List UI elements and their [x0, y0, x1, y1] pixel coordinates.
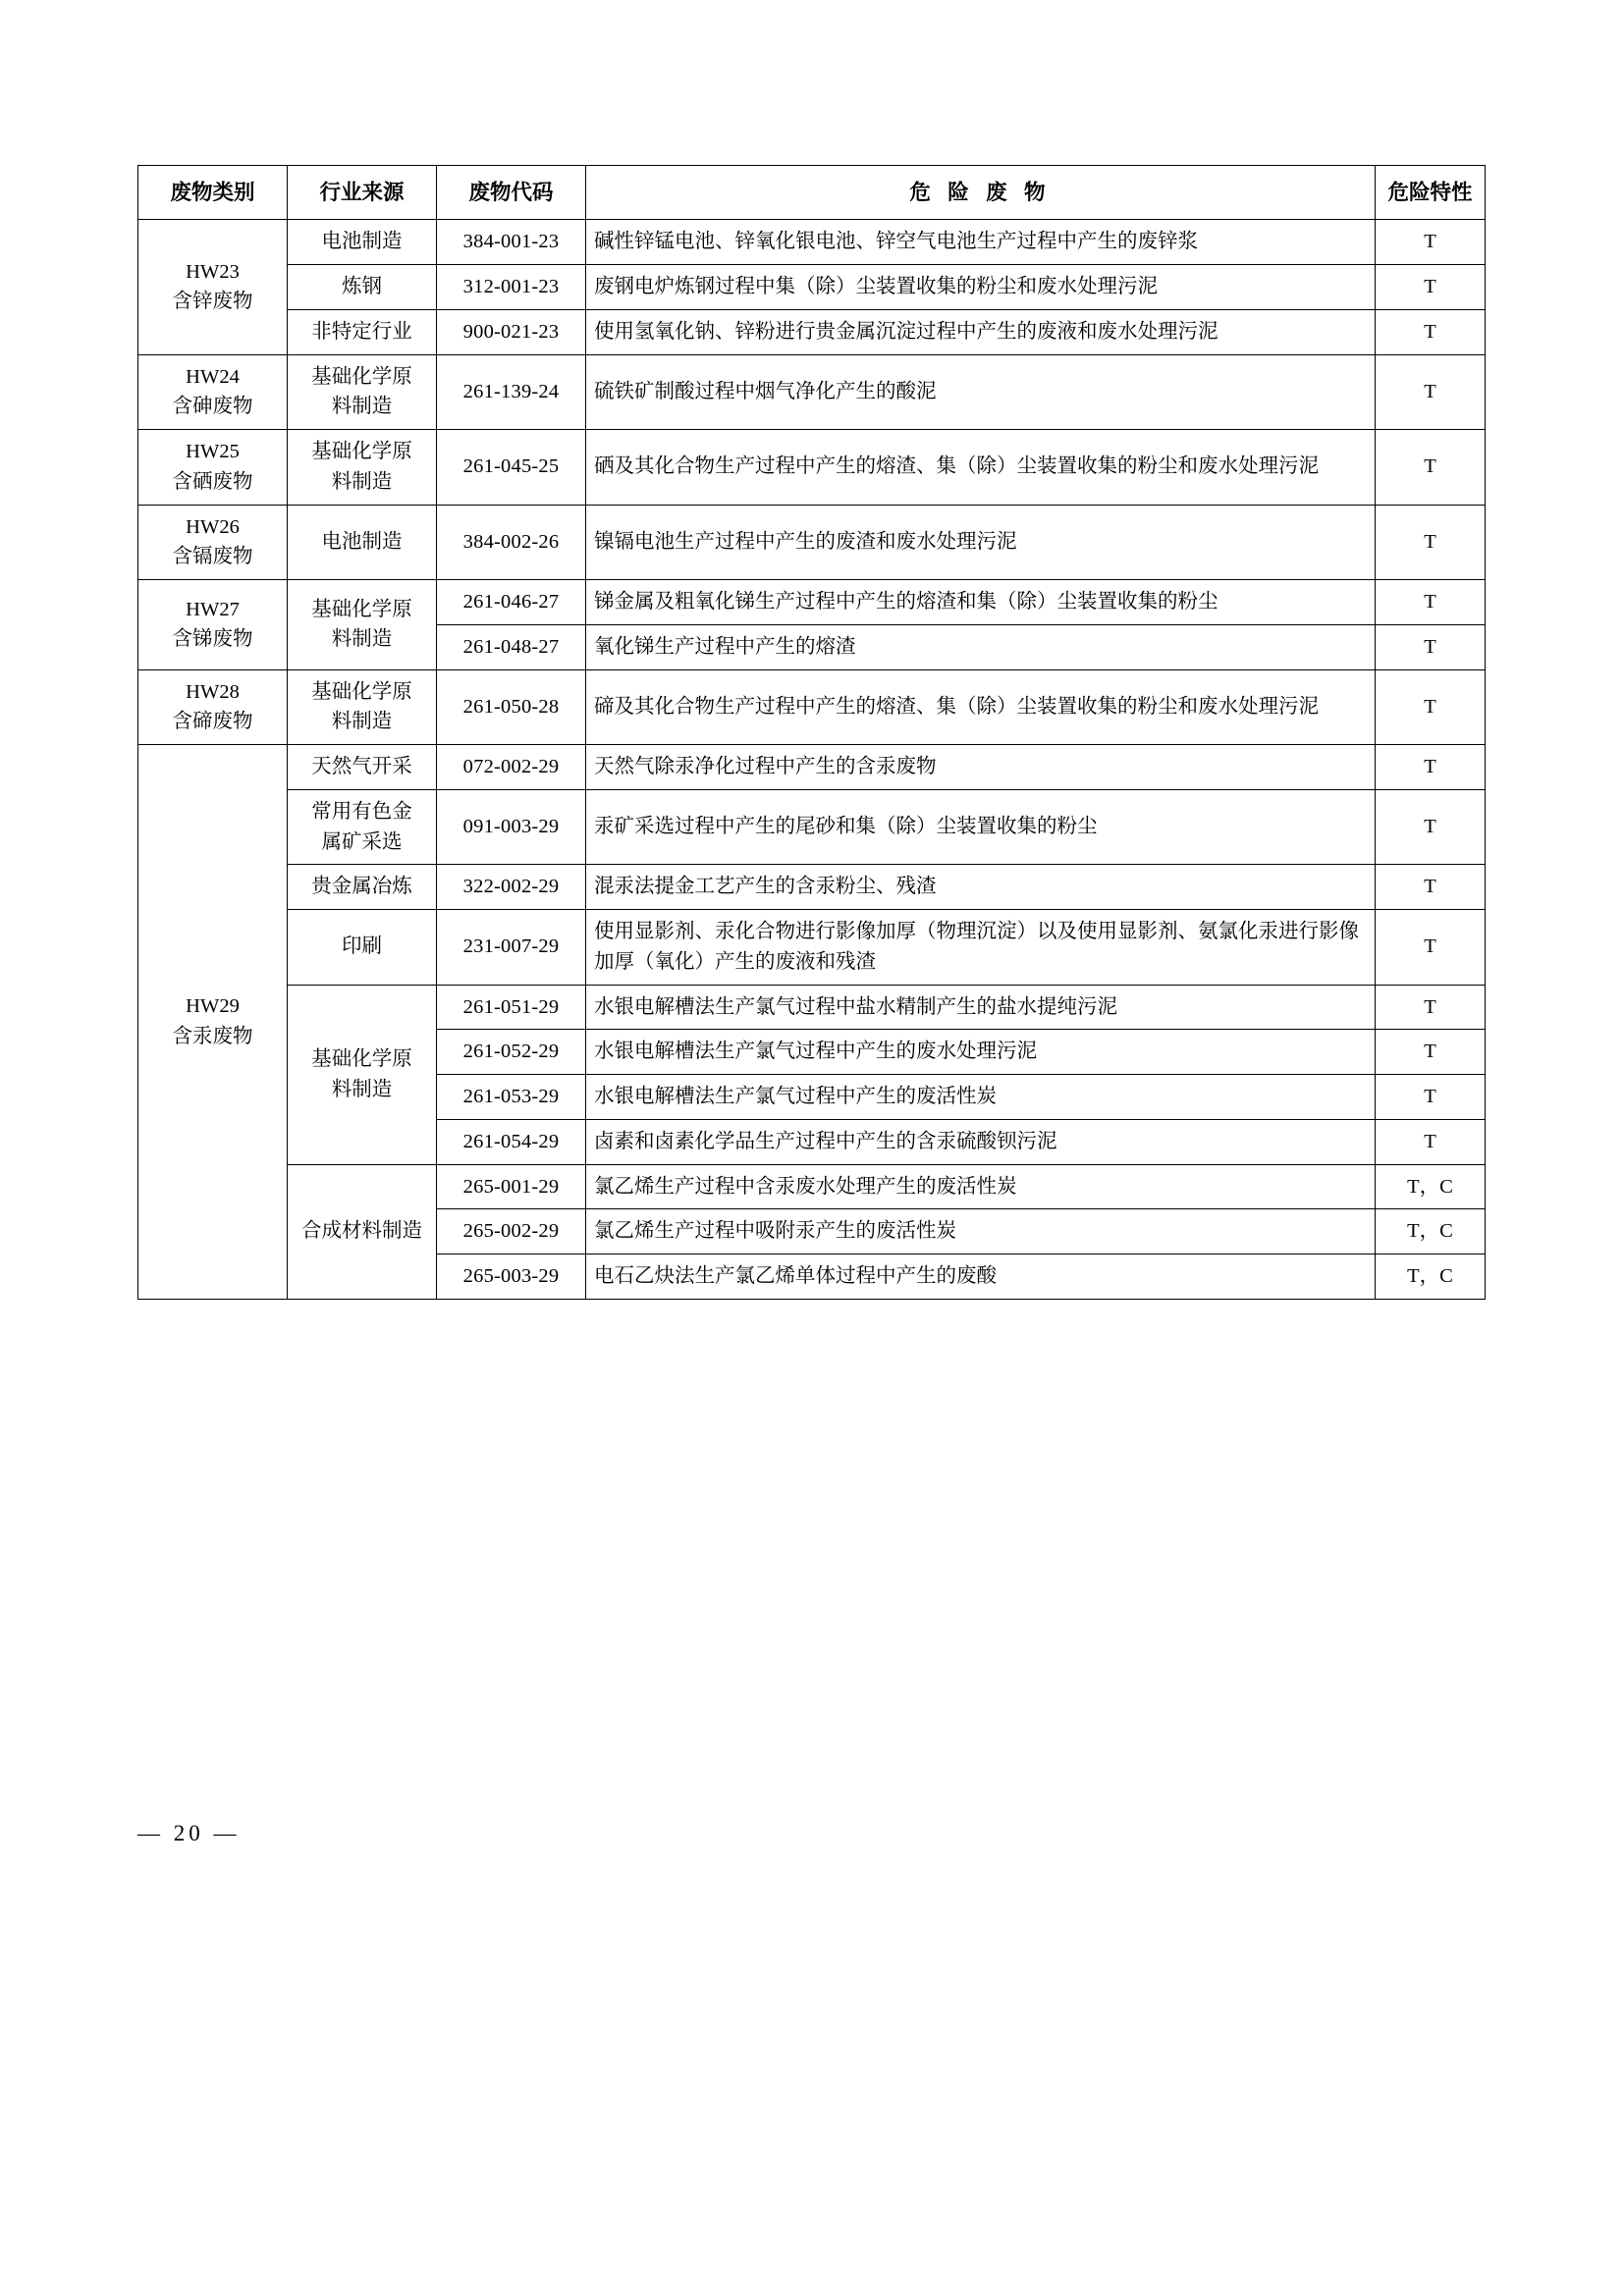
cell-waste-description: 废钢电炉炼钢过程中集（除）尘装置收集的粉尘和废水处理污泥: [586, 265, 1376, 310]
table-row: [138, 789, 1486, 865]
cell-waste-code: 261-054-29: [437, 1119, 586, 1164]
cell-category: HW25 含硒废物: [138, 430, 288, 506]
header-industry: 行业来源: [288, 166, 437, 220]
cell-industry: 基础化学原 料制造: [288, 580, 437, 670]
cell-waste-code: 261-053-29: [437, 1075, 586, 1120]
cell-waste-code: 312-001-23: [437, 265, 586, 310]
cell-waste-code: 261-139-24: [437, 354, 586, 430]
table-row: [138, 265, 1486, 310]
cell-hazard-property: T: [1376, 669, 1486, 745]
cell-waste-code: 265-001-29: [437, 1164, 586, 1209]
table-row: [138, 1164, 1486, 1209]
cell-hazard-property: T: [1376, 1119, 1486, 1164]
cell-waste-description: 电石乙炔法生产氯乙烯单体过程中产生的废酸: [586, 1255, 1376, 1300]
cell-waste-code: 261-050-28: [437, 669, 586, 745]
page-number: — 20 —: [137, 1821, 241, 1845]
cell-waste-description: 碲及其化合物生产过程中产生的熔渣、集（除）尘装置收集的粉尘和废水处理污泥: [586, 669, 1376, 745]
cell-waste-description: 混汞法提金工艺产生的含汞粉尘、残渣: [586, 865, 1376, 910]
cell-industry: 常用有色金 属矿采选: [288, 789, 437, 865]
cell-waste-code: 261-048-27: [437, 624, 586, 669]
cell-hazard-property: T: [1376, 865, 1486, 910]
table-row: [138, 430, 1486, 506]
cell-hazard-property: T，C: [1376, 1209, 1486, 1255]
cell-industry: 印刷: [288, 910, 437, 986]
cell-waste-description: 水银电解槽法生产氯气过程中盐水精制产生的盐水提纯污泥: [586, 985, 1376, 1030]
table-row: [138, 985, 1486, 1030]
header-waste: 危 险 废 物: [586, 166, 1376, 220]
cell-hazard-property: T，C: [1376, 1164, 1486, 1209]
cell-industry: 电池制造: [288, 220, 437, 265]
cell-category: HW26 含镉废物: [138, 505, 288, 580]
cell-hazard-property: T: [1376, 309, 1486, 354]
table-row: [138, 309, 1486, 354]
cell-category: HW28 含碲废物: [138, 669, 288, 745]
cell-waste-code: 265-002-29: [437, 1209, 586, 1255]
cell-waste-code: 261-045-25: [437, 430, 586, 506]
cell-industry: 基础化学原 料制造: [288, 669, 437, 745]
cell-hazard-property: T: [1376, 265, 1486, 310]
header-property: 危险特性: [1376, 166, 1486, 220]
header-code: 废物代码: [437, 166, 586, 220]
hazardous-waste-table: [137, 165, 1486, 1300]
cell-waste-code: 261-046-27: [437, 580, 586, 625]
table-row: [138, 669, 1486, 745]
cell-waste-code: 231-007-29: [437, 910, 586, 986]
table-header-row: [138, 166, 1486, 220]
cell-waste-code: 900-021-23: [437, 309, 586, 354]
cell-waste-description: 汞矿采选过程中产生的尾砂和集（除）尘装置收集的粉尘: [586, 789, 1376, 865]
cell-hazard-property: T: [1376, 624, 1486, 669]
cell-category: HW29 含汞废物: [138, 745, 288, 1300]
cell-hazard-property: T: [1376, 354, 1486, 430]
table-row: [138, 220, 1486, 265]
cell-waste-description: 水银电解槽法生产氯气过程中产生的废水处理污泥: [586, 1030, 1376, 1075]
cell-hazard-property: T: [1376, 1030, 1486, 1075]
cell-category: HW27 含锑废物: [138, 580, 288, 670]
cell-waste-description: 氧化锑生产过程中产生的熔渣: [586, 624, 1376, 669]
cell-industry: 非特定行业: [288, 309, 437, 354]
cell-waste-code: 261-051-29: [437, 985, 586, 1030]
table-row: [138, 505, 1486, 580]
cell-industry: 电池制造: [288, 505, 437, 580]
cell-waste-code: 265-003-29: [437, 1255, 586, 1300]
cell-waste-description: 氯乙烯生产过程中吸附汞产生的废活性炭: [586, 1209, 1376, 1255]
cell-hazard-property: T: [1376, 985, 1486, 1030]
cell-hazard-property: T: [1376, 430, 1486, 506]
table-row: [138, 580, 1486, 625]
cell-hazard-property: T: [1376, 789, 1486, 865]
cell-waste-description: 硒及其化合物生产过程中产生的熔渣、集（除）尘装置收集的粉尘和废水处理污泥: [586, 430, 1376, 506]
waste-table-container: [137, 165, 1485, 1300]
cell-hazard-property: T，C: [1376, 1255, 1486, 1300]
cell-industry: 贵金属冶炼: [288, 865, 437, 910]
cell-industry: 合成材料制造: [288, 1164, 437, 1299]
cell-hazard-property: T: [1376, 745, 1486, 790]
cell-waste-description: 硫铁矿制酸过程中烟气净化产生的酸泥: [586, 354, 1376, 430]
table-body: [138, 220, 1486, 1300]
cell-industry: 天然气开采: [288, 745, 437, 790]
cell-waste-code: 384-001-23: [437, 220, 586, 265]
table-row: [138, 910, 1486, 986]
cell-category: HW24 含砷废物: [138, 354, 288, 430]
cell-hazard-property: T: [1376, 910, 1486, 986]
cell-waste-description: 镍镉电池生产过程中产生的废渣和废水处理污泥: [586, 505, 1376, 580]
table-row: [138, 865, 1486, 910]
cell-industry: 炼钢: [288, 265, 437, 310]
cell-hazard-property: T: [1376, 505, 1486, 580]
cell-hazard-property: T: [1376, 580, 1486, 625]
table-row: [138, 354, 1486, 430]
cell-waste-code: 091-003-29: [437, 789, 586, 865]
cell-industry: 基础化学原 料制造: [288, 985, 437, 1164]
cell-waste-description: 水银电解槽法生产氯气过程中产生的废活性炭: [586, 1075, 1376, 1120]
cell-waste-description: 使用显影剂、汞化合物进行影像加厚（物理沉淀）以及使用显影剂、氨氯化汞进行影像加厚（氧化）产生的废液和残渣: [586, 910, 1376, 986]
table-header: [138, 166, 1486, 220]
cell-waste-description: 碱性锌锰电池、锌氧化银电池、锌空气电池生产过程中产生的废锌浆: [586, 220, 1376, 265]
cell-waste-description: 锑金属及粗氧化锑生产过程中产生的熔渣和集（除）尘装置收集的粉尘: [586, 580, 1376, 625]
header-category: 废物类别: [138, 166, 288, 220]
cell-waste-code: 072-002-29: [437, 745, 586, 790]
cell-waste-description: 氯乙烯生产过程中含汞废水处理产生的废活性炭: [586, 1164, 1376, 1209]
cell-waste-code: 322-002-29: [437, 865, 586, 910]
cell-hazard-property: T: [1376, 220, 1486, 265]
cell-waste-description: 使用氢氧化钠、锌粉进行贵金属沉淀过程中产生的废液和废水处理污泥: [586, 309, 1376, 354]
cell-industry: 基础化学原 料制造: [288, 354, 437, 430]
cell-waste-code: 384-002-26: [437, 505, 586, 580]
cell-waste-code: 261-052-29: [437, 1030, 586, 1075]
cell-hazard-property: T: [1376, 1075, 1486, 1120]
cell-waste-description: 卤素和卤素化学品生产过程中产生的含汞硫酸钡污泥: [586, 1119, 1376, 1164]
cell-category: HW23 含锌废物: [138, 220, 288, 354]
table-row: [138, 745, 1486, 790]
cell-industry: 基础化学原 料制造: [288, 430, 437, 506]
cell-waste-description: 天然气除汞净化过程中产生的含汞废物: [586, 745, 1376, 790]
